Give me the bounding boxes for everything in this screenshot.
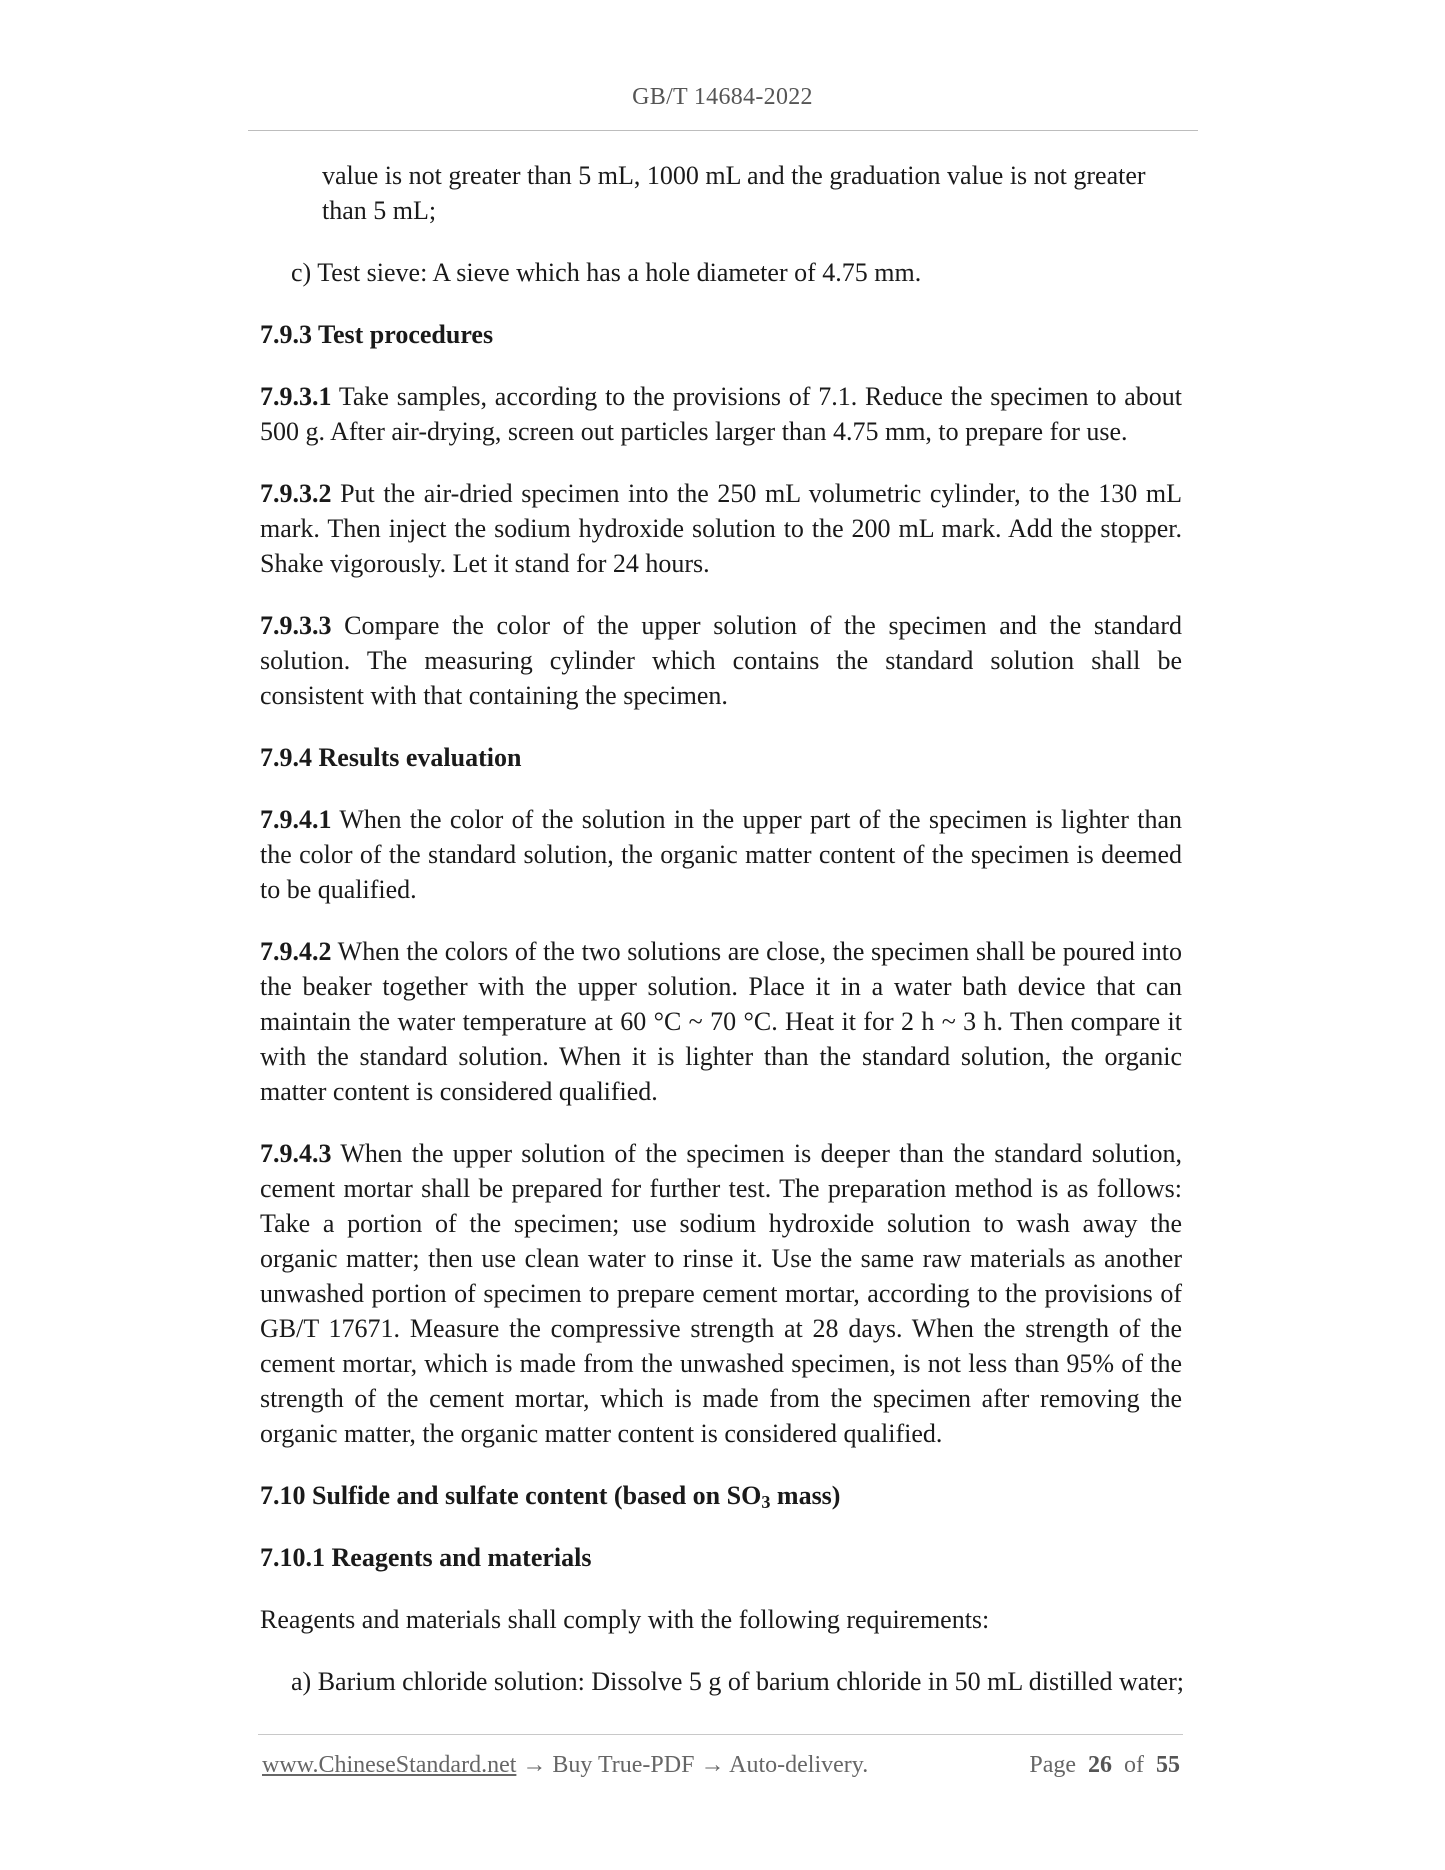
arrow-icon: → <box>516 1752 553 1778</box>
clause-text: Take samples, according to the provisions of 7.1. Reduce the specimen to about 500 g. After air-drying, screen out particles larger than 4.75 mm, to prepare for use. <box>260 382 1182 446</box>
header-divider <box>248 130 1198 131</box>
intro-paragraph: Reagents and materials shall comply with the following requirements: <box>260 1605 990 1634</box>
clause-number: 7.9.3.3 <box>260 611 332 640</box>
heading-7-10-1: 7.10.1 Reagents and materials <box>260 1543 592 1572</box>
footer-promo <box>262 1752 868 1779</box>
heading-text-end: mass) <box>770 1481 841 1510</box>
footer-divider <box>258 1734 1183 1735</box>
clause-7-9-4-1 <box>260 802 1182 907</box>
continued-list-item: value is not greater than 5 mL, 1000 mL and the graduation value is not greater than 5 mL; <box>322 161 1146 225</box>
subscript-3: 3 <box>761 1492 771 1512</box>
clause-text: When the upper solution of the specimen is deeper than the standard solution, cement mortar shall be prepared for further test. The preparation method is as follows: Take a portion of the specimen; use sodium hydroxide solution to wash away the organic matter; then use clean water to rinse it. Use the same raw materials as another unwashed portion of specimen to prepare cement mortar, according to the provisions of GB/T 17671. Measure the compressive strength at 28 days. When the strength of the cement mortar, which is made from the unwashed specimen, is not less than 95% of the strength of the cement mortar, which is made from the specimen after removing the organic matter, the organic matter content is considered qualified. <box>260 1139 1182 1448</box>
list-item-a: a) Barium chloride solution: Dissolve 5 g of barium chloride in 50 mL distilled water; <box>291 1667 1184 1696</box>
clause-number: 7.9.3.1 <box>260 382 332 411</box>
heading-text: 7.10 Sulfide and sulfate content (based on SO <box>260 1481 762 1510</box>
page-header: GB/T 14684-2022 <box>632 84 813 110</box>
arrow-icon: → <box>694 1752 730 1778</box>
clause-number: 7.9.4.1 <box>260 805 332 834</box>
clause-number: 7.9.4.2 <box>260 937 332 966</box>
heading-7-9-4: 7.9.4 Results evaluation <box>260 743 522 772</box>
list-item-c: c) Test sieve: A sieve which has a hole diameter of 4.75 mm. <box>291 258 922 287</box>
of-label: of <box>1124 1752 1144 1778</box>
document-body <box>260 158 1182 1726</box>
clause-7-9-4-2 <box>260 934 1182 1109</box>
current-page: 26 <box>1088 1752 1112 1778</box>
website-link[interactable]: www.ChineseStandard.net <box>262 1752 517 1778</box>
clause-text: When the colors of the two solutions are close, the specimen shall be poured into the beaker together with the upper solution. Place it in a water bath device that can maintain the water temperature at 60 °C ~ 70 °C. Heat it for 2 h ~ 3 h. Then compare it with the standard solution. When it is lighter than the standard solution, the organic matter content is considered qualified. <box>260 937 1182 1106</box>
clause-number: 7.9.4.3 <box>260 1139 332 1168</box>
clause-text: Put the air-dried specimen into the 250 mL volumetric cylinder, to the 130 mL mark. Then inject the sodium hydroxide solution to the 200 mL mark. Add the stopper. Shake vigorously. Let it stand for 24 hours. <box>260 479 1182 578</box>
clause-7-9-3-2 <box>260 476 1182 581</box>
clause-7-9-4-3 <box>260 1136 1182 1451</box>
buy-text: Buy True-PDF <box>552 1752 695 1778</box>
delivery-text: Auto-delivery. <box>729 1752 869 1778</box>
page-label: Page <box>1029 1752 1076 1778</box>
clause-text: When the color of the solution in the upper part of the specimen is lighter than the color of the standard solution, the organic matter content of the specimen is deemed to be qualified. <box>260 805 1182 904</box>
page-counter <box>1029 1752 1180 1779</box>
heading-7-10 <box>260 1478 1182 1513</box>
clause-7-9-3-3 <box>260 608 1182 713</box>
heading-7-9-3: 7.9.3 Test procedures <box>260 320 494 349</box>
total-pages: 55 <box>1156 1752 1180 1778</box>
clause-number: 7.9.3.2 <box>260 479 332 508</box>
clause-7-9-3-1 <box>260 379 1182 449</box>
clause-text: Compare the color of the upper solution of the specimen and the standard solution. The measuring cylinder which contains the standard solution shall be consistent with that containing the specimen. <box>260 611 1182 710</box>
